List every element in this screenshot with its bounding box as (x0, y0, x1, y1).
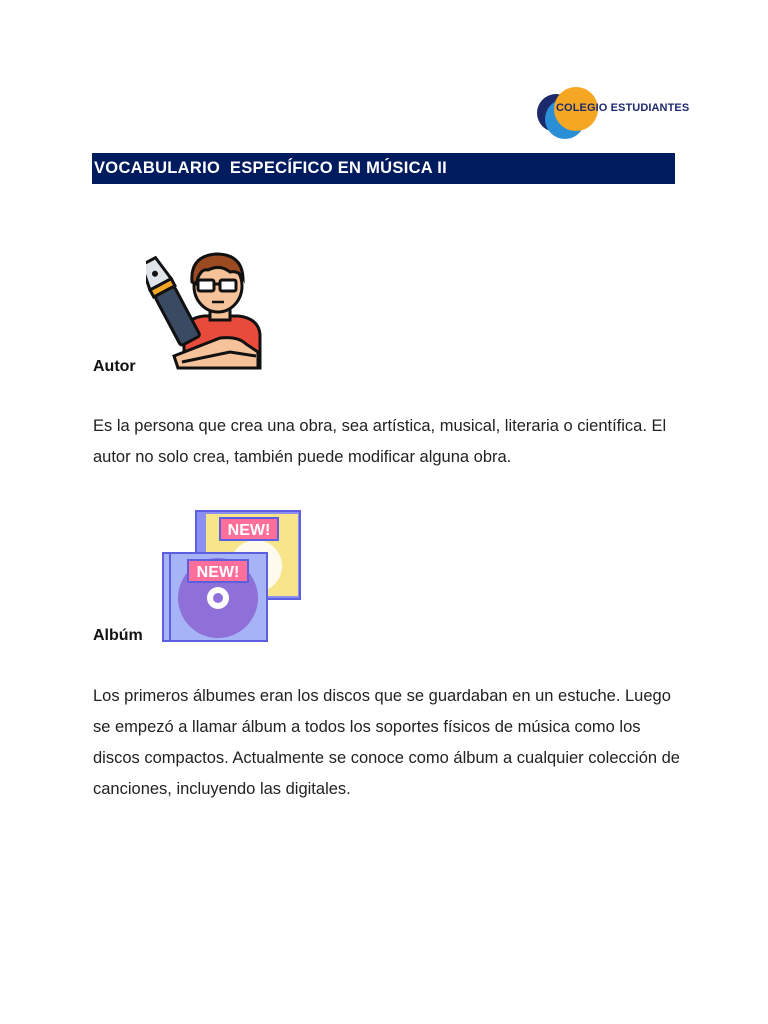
title-bar (92, 153, 675, 184)
logo-text: COLEGIO ESTUDIANTES (556, 102, 690, 114)
page-title: VOCABULARIO ESPECÍFICO EN MÚSICA II (94, 159, 448, 177)
back-badge: NEW! (227, 522, 271, 539)
front-badge: NEW! (196, 564, 240, 581)
definition-album: Los primeros álbumes eran los discos que se guardaban en un estuche. Luego se empezó a llamar álbum a todos los soportes físicos de música como los discos compactos. Actualmente se conoce como álbum a cualquier colección de canciones, incluyendo las digitales. (93, 687, 680, 798)
new-cd-albums-icon (160, 508, 304, 644)
definition-autor: Es la persona que crea una obra, sea artística, musical, literaria o científica. El autor no solo crea, también puede modificar alguna obra. (93, 417, 667, 466)
term-autor: Autor (93, 358, 136, 375)
school-logo (536, 86, 690, 142)
term-album: Albúm (93, 627, 143, 644)
logo-circles-icon (536, 86, 606, 142)
writer-with-pen-icon (146, 252, 264, 372)
